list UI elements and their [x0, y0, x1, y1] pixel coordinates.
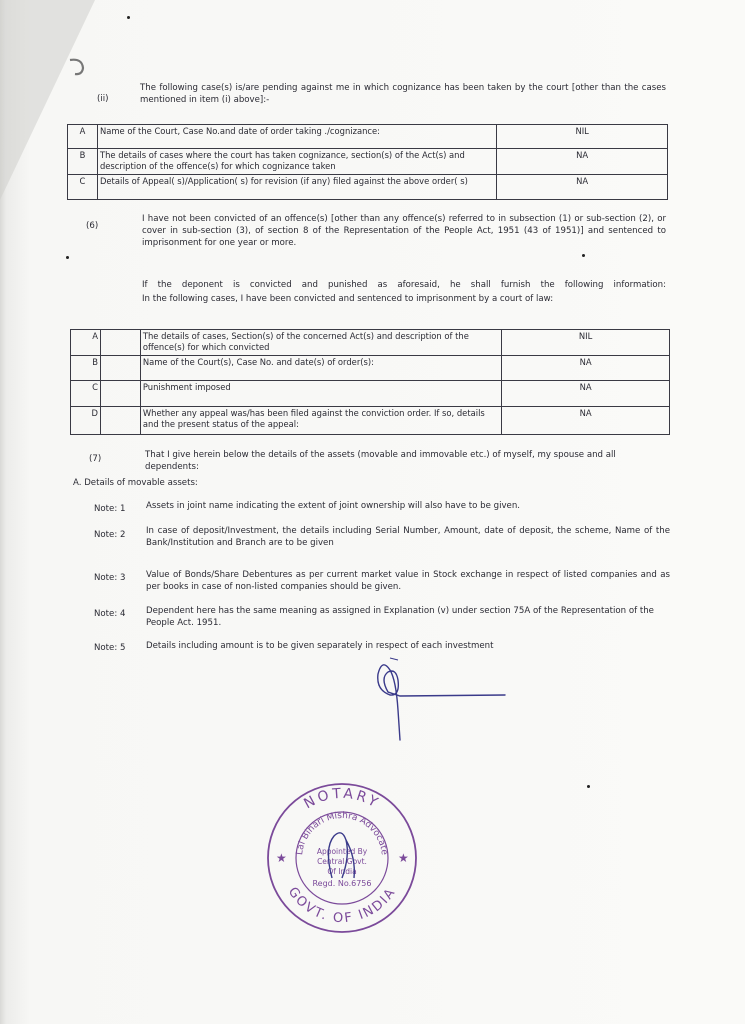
row-blank — [100, 381, 140, 407]
section-number: (7) — [89, 454, 102, 464]
table-row — [68, 175, 668, 200]
notary-stamp — [262, 778, 422, 938]
row-description: Details of Appeal( s)/Application( s) for revision (if any) filed against the above order( s) — [97, 175, 496, 200]
note-text: In case of deposit/Investment, the details including Serial Number, Amount, date of deposit, the scheme, Name of the Bank/Institution and Branch are to be given — [146, 526, 670, 548]
svg-text:Central Govt.: Central Govt. — [317, 857, 367, 866]
speck — [127, 16, 130, 19]
table-row — [71, 356, 670, 381]
row-value: NA — [497, 175, 668, 200]
svg-text:GOVT. OF INDIA: GOVT. OF INDIA — [284, 884, 400, 927]
row-letter: A — [71, 330, 101, 356]
note-label: Note: 4 — [94, 609, 126, 619]
note-label: Note: 5 — [94, 643, 126, 653]
conviction-table — [70, 329, 670, 435]
row-value: NIL — [502, 330, 670, 356]
row-letter: B — [68, 149, 98, 175]
svg-text:Regd. No.6756: Regd. No.6756 — [312, 879, 372, 888]
row-value: NIL — [497, 125, 668, 149]
row-description: Punishment imposed — [140, 381, 501, 407]
signature — [360, 650, 520, 745]
section-number: (ii) — [97, 94, 109, 104]
table-row — [68, 125, 668, 149]
svg-text:Lal Bihari Mishra Advocate: Lal Bihari Mishra Advocate — [295, 810, 389, 856]
row-description: The details of cases, Section(s) of the concerned Act(s) and description of the offence(s) for which convicted — [140, 330, 501, 356]
row-value: NA — [502, 407, 670, 435]
row-description: Whether any appeal was/has been filed against the conviction order. If so, details and the present status of the appeal: — [140, 407, 501, 435]
svg-text:Of India: Of India — [327, 867, 357, 876]
row-letter: C — [68, 175, 98, 200]
row-letter: B — [71, 356, 101, 381]
row-blank — [100, 356, 140, 381]
table-row — [71, 407, 670, 435]
note-text: Details including amount is to be given separately in respect of each investment — [146, 641, 494, 651]
table-row — [71, 330, 670, 356]
row-description: The details of cases where the court has taken cognizance, section(s) of the Act(s) and description of the offence(s) for which cognizance taken — [97, 149, 496, 175]
note-text: Dependent here has the same meaning as assigned in Explanation (v) under section 75A of the Representation of the People Act. 1951. — [146, 606, 654, 628]
speck — [587, 785, 590, 788]
table-row — [71, 381, 670, 407]
svg-text:Appointed By: Appointed By — [316, 847, 368, 856]
section-number: (6) — [86, 221, 99, 231]
svg-text:★: ★ — [398, 851, 409, 865]
movable-assets-heading: A. Details of movable assets: — [73, 478, 198, 488]
row-value: NA — [502, 381, 670, 407]
row-value: NA — [502, 356, 670, 381]
row-value: NA — [497, 149, 668, 175]
row-letter: A — [68, 125, 98, 149]
staple-mark — [66, 56, 88, 78]
section-paragraph: In the following cases, I have been convicted and sentenced to imprisonment by a court of law: — [142, 294, 554, 304]
pending-cases-table — [67, 124, 668, 200]
note-label: Note: 2 — [94, 530, 126, 540]
speck — [66, 256, 69, 259]
note-label: Note: 1 — [94, 504, 126, 514]
section-text: That I give herein below the details of the assets (movable and immovable etc.) of myself, my spouse and all dependents: — [145, 450, 616, 472]
svg-text:NOTARY: NOTARY — [301, 785, 383, 813]
note-label: Note: 3 — [94, 573, 126, 583]
note-text: Value of Bonds/Share Debentures as per current market value in Stock exchange in respect of listed companies and as per books in case of non-listed companies should be given. — [146, 570, 670, 592]
note-text: Assets in joint name indicating the extent of joint ownership will also have to be given. — [146, 501, 521, 511]
row-blank — [100, 407, 140, 435]
svg-text:★: ★ — [276, 851, 287, 865]
row-letter: C — [71, 381, 101, 407]
section-paragraph: If the deponent is convicted and punished as aforesaid, he shall furnish the following information: — [142, 280, 666, 290]
row-blank — [100, 330, 140, 356]
row-description: Name of the Court(s), Case No. and date(s) of order(s): — [140, 356, 501, 381]
table-row — [68, 149, 668, 175]
row-letter: D — [71, 407, 101, 435]
section-text: The following case(s) is/are pending against me in which cognizance has been taken by the court [other than the cases mentioned in item (i) above]:- — [140, 83, 666, 105]
speck — [582, 254, 585, 257]
row-description: Name of the Court, Case No.and date of order taking ./cognizance: — [97, 125, 496, 149]
section-text: I have not been convicted of an offence(s) [other than any offence(s) referred to in subsection (1) or sub-section (2), or cover in sub-section (3), of section 8 of the Representation of the People Act, 1951 (43 of 1951)] and sentenced to imprisonment for one year or more. — [142, 214, 666, 248]
